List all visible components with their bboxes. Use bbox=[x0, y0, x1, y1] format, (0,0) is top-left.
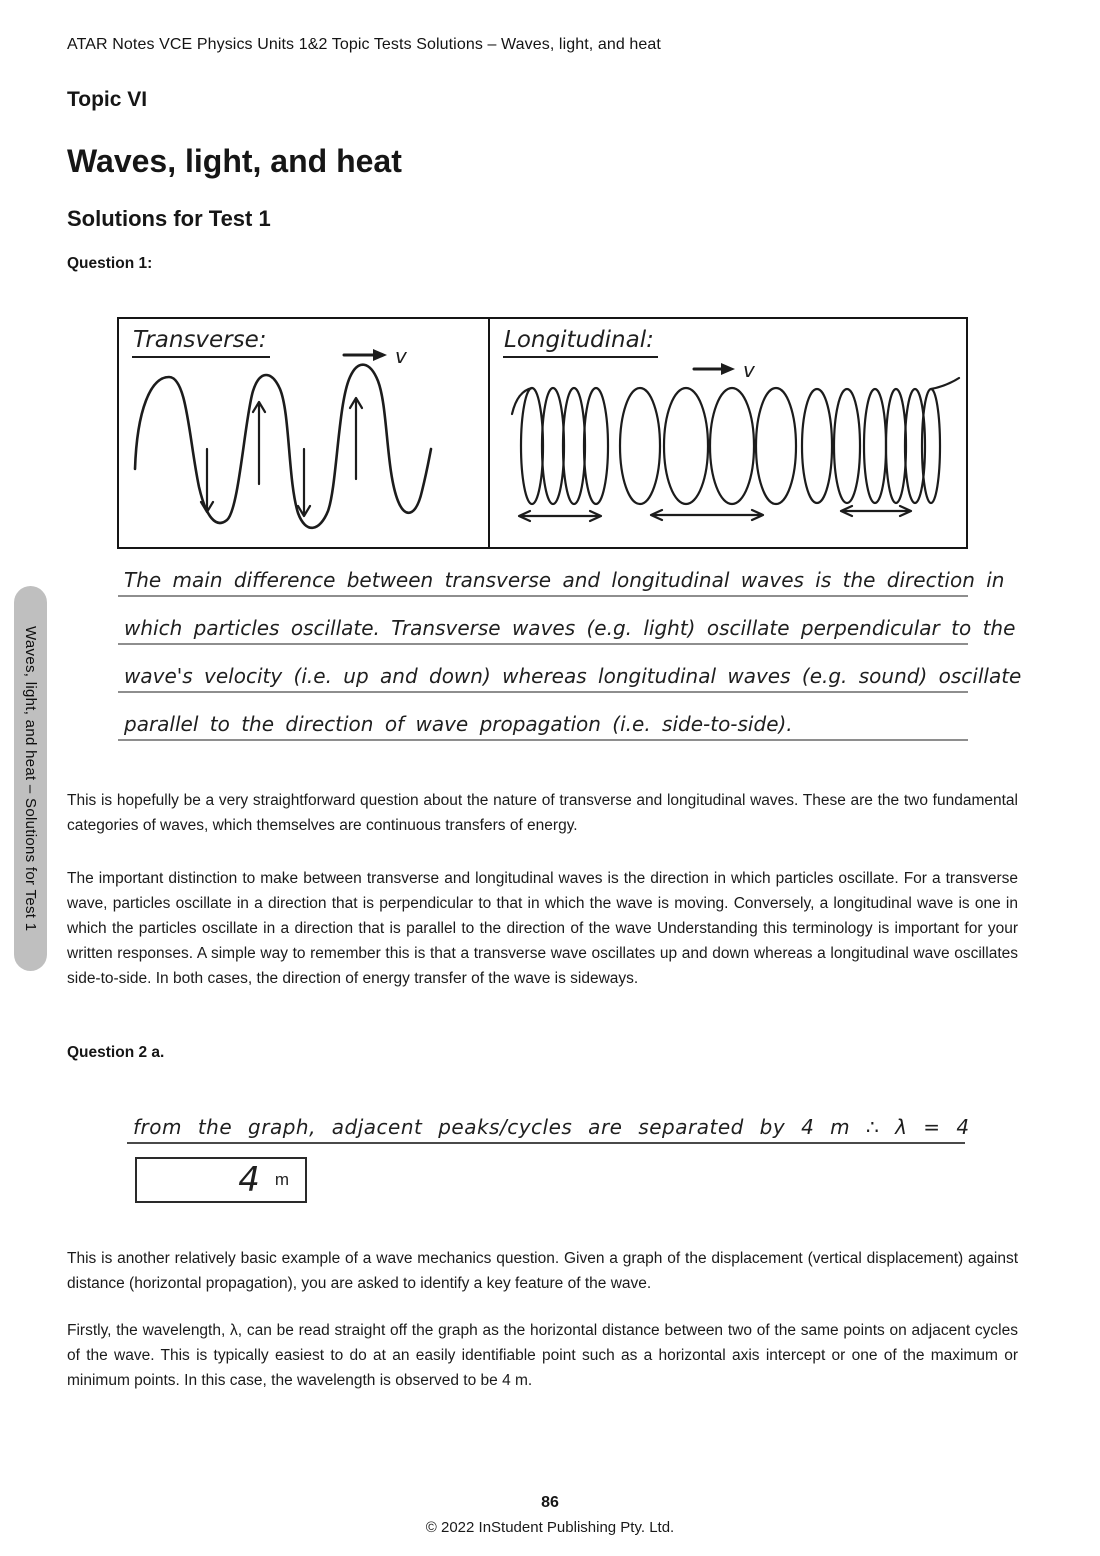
page-title: Waves, light, and heat bbox=[67, 143, 402, 179]
coil-loops bbox=[512, 378, 959, 504]
transverse-panel bbox=[119, 319, 490, 547]
handwritten-answer-line bbox=[118, 646, 1022, 693]
body-paragraph: Firstly, the wavelength, λ, can be read straight off the graph as the horizontal distance between two of the same points on adjacent cycles of the wave. This is typically easiest to do at an easily identifiable point such as a horizontal axis intercept or one of the maximum or minimum points. In this case, the wavelength is observed to be 4 m. bbox=[67, 1322, 1018, 1389]
longitudinal-label: Longitudinal: bbox=[503, 327, 658, 358]
transverse-label: Transverse: bbox=[132, 327, 270, 358]
oscillation-arrows bbox=[201, 398, 362, 516]
compression-arrows bbox=[519, 506, 911, 521]
body-paragraph: The important distinction to make between transverse and longitudinal waves is the direction in which particles oscillate. For a transverse wave, particles oscillate in a direction that is perpendicular to that in which the wave is moving. Conversely, a longitudinal wave is one in which the particles oscillate in a direction that is parallel to the direction of the wave Understanding this terminology is important for your written responses. A simple way to remember this is that a transverse wave oscillates up and down whereas a longitudinal wave oscillates side-to-side. In both cases, the direction of energy transfer of the wave is sideways. bbox=[67, 870, 1018, 987]
question-1-label: Question 1: bbox=[67, 255, 153, 272]
answer-box bbox=[135, 1157, 307, 1203]
transverse-wave-curve bbox=[135, 365, 431, 528]
sidebar-tab bbox=[14, 586, 47, 971]
answer-value: 4 bbox=[238, 1160, 260, 1200]
handwritten-answer-line bbox=[118, 550, 1005, 597]
velocity-label: v bbox=[743, 358, 755, 382]
handwritten-text: which particles oscillate. Transverse waves (e.g. light) oscillate perpendicular to the bbox=[124, 616, 1016, 640]
page-header: ATAR Notes VCE Physics Units 1&2 Topic Tests Solutions – Waves, light, and heat bbox=[67, 36, 661, 53]
wave-types-figure bbox=[117, 317, 968, 549]
section-subtitle: Solutions for Test 1 bbox=[67, 206, 271, 231]
copyright: © 2022 InStudent Publishing Pty. Ltd. bbox=[425, 1519, 675, 1536]
sidebar-tab-label: Waves, light, and heat – Solutions for Test 1 bbox=[22, 625, 39, 932]
body-paragraph: This is another relatively basic example of a wave mechanics question. Given a graph of the displacement (vertical displacement) against distance (horizontal propagation), you are asked to identify a key feature of the wave. bbox=[67, 1250, 1018, 1292]
longitudinal-panel bbox=[490, 319, 966, 547]
page-number: 86 bbox=[541, 1494, 559, 1511]
question-2a-label: Question 2 a. bbox=[67, 1044, 165, 1061]
answer-unit: m bbox=[274, 1170, 289, 1189]
topic-label: Topic VI bbox=[67, 88, 148, 111]
handwritten-text: parallel to the direction of wave propagation (i.e. side-to-side). bbox=[124, 712, 793, 736]
velocity-arrow-icon bbox=[344, 349, 387, 361]
velocity-arrow-icon bbox=[694, 363, 735, 375]
handwritten-text: from the graph, adjacent peaks/cycles are separated by 4 m ∴ λ = 4 bbox=[133, 1115, 970, 1139]
handwritten-answer-line bbox=[118, 598, 1016, 645]
handwritten-working-line bbox=[127, 1104, 970, 1144]
handwritten-answer-line bbox=[118, 694, 968, 741]
body-paragraph: This is hopefully be a very straightforward question about the nature of transverse and longitudinal waves. These are the two fundamental categories of waves, which themselves are continuous transfers of energy. bbox=[67, 792, 1018, 834]
handwritten-text: wave's velocity (i.e. up and down) whereas longitudinal waves (e.g. sound) oscillate bbox=[124, 664, 1022, 688]
handwritten-text: The main difference between transverse and longitudinal waves is the direction in bbox=[124, 568, 1005, 592]
velocity-label: v bbox=[395, 344, 407, 368]
